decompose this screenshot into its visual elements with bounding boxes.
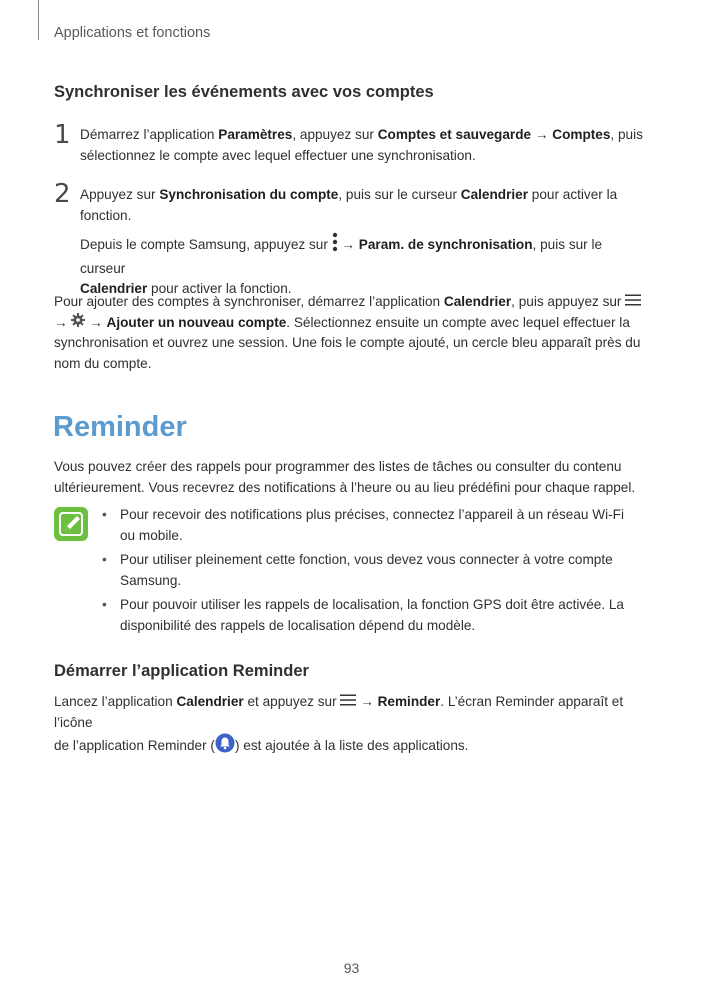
sync-heading: Synchroniser les événements avec vos comptes [54, 83, 434, 101]
step-1-text: Démarrez l’application Paramètres, appuyez sur Comptes et sauvegarde → Comptes, puis sélectionnez le compte avec lequel effectuer une synchronisation. [80, 127, 643, 163]
step-number-1: 1 [54, 120, 71, 150]
add-accounts-text: Pour ajouter des comptes à synchroniser, démarrez l’application Calendrier, puis appuyez sur → → Ajouter un nouveau compte. Sélectionnez ensuite un compte avec lequel effectuer la synchronisation et ouvrez une session. Une fois le compte ajouté, un cercle bleu apparaît près du nom du compte. [54, 294, 641, 371]
list-item: • Pour pouvoir utiliser les rappels de localisation, la fonction GPS doit être activée. La disponibilité des rappels de localisation dépend du modèle. [102, 597, 624, 633]
settings-gear-icon [71, 313, 85, 334]
start-reminder-heading: Démarrer l’application Reminder [54, 662, 309, 680]
note-pencil-icon [54, 507, 88, 541]
reminder-intro: Vous pouvez créer des rappels pour programmer des listes de tâches ou consulter du contenu ultérieurement. Vous recevrez des notifications à l’heure ou au lieu prédéfini pour chaque rappel. [54, 459, 636, 495]
list-item: • Pour utiliser pleinement cette fonction, vous devez vous connecter à votre compte Samsung. [102, 552, 613, 588]
section-header: Applications et fonctions [54, 25, 211, 41]
reminder-app-icon [215, 733, 235, 760]
step-number-2: 2 [54, 179, 71, 209]
page-number: 93 [343, 960, 360, 976]
start-reminder-text: Lancez l’application Calendrier et appuyez sur → Reminder. L’écran Reminder apparaît et l’icône de l’application Reminder ( ) est ajoutée à la liste des applications. [54, 692, 664, 760]
step-2-samsung-text: Depuis le compte Samsung, appuyez sur → Param. de synchronisation, puis sur le curseur Calendrier pour activer la fonction. [80, 232, 650, 300]
reminder-notes-list [100, 505, 640, 640]
menu-icon [340, 692, 356, 713]
list-item: • Pour recevoir des notifications plus précises, connectez l’appareil à un réseau Wi-Fi ou mobile. [102, 507, 624, 543]
page-edge-line [38, 0, 39, 40]
reminder-title: Reminder [53, 411, 187, 443]
menu-icon [625, 292, 641, 313]
step-2-text: Appuyez sur Synchronisation du compte, puis sur le curseur Calendrier pour activer la fonction. [80, 187, 618, 223]
